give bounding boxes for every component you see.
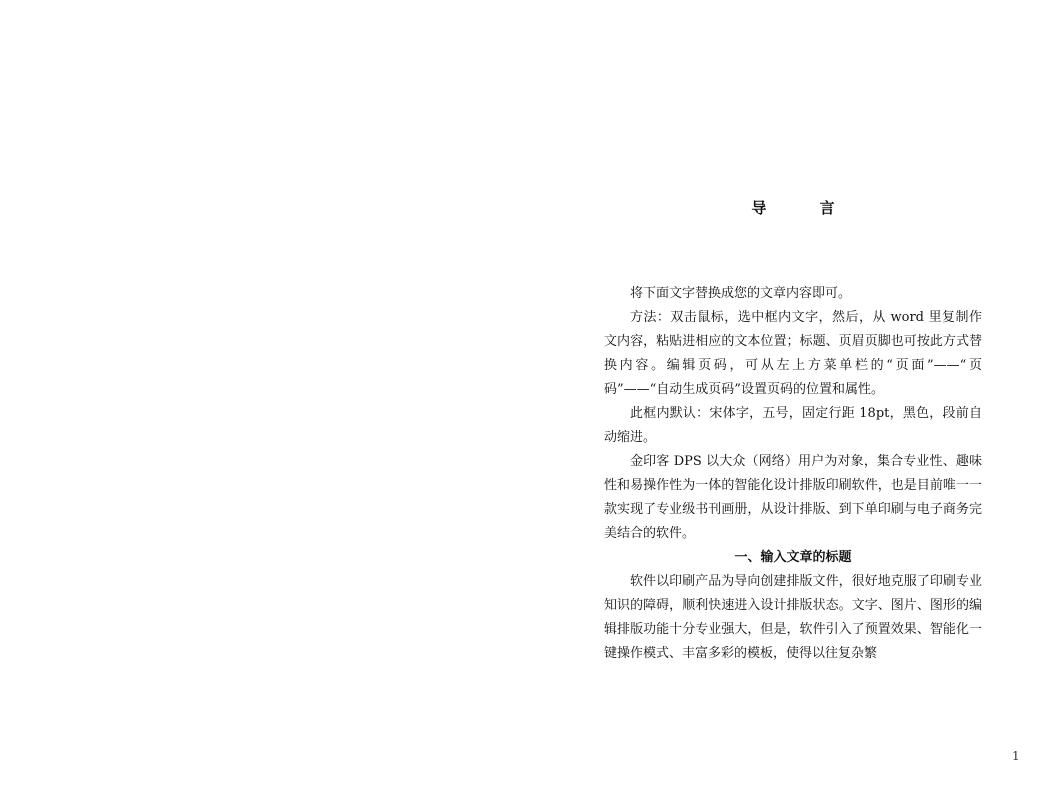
paragraph: 将下面文字替换成您的文章内容即可。 (630, 286, 852, 301)
paragraph: 金印客 DPS 以大众（网络）用户为对象，集合专业性、趣味性和易操作性为一体的智能化设计排版印刷软件，也是目前唯一一款实现了专业级书刊画册，从设计排版、到下单印刷与电子商务完美结合的软件。 (604, 454, 982, 541)
body-text (604, 282, 982, 666)
page-number: 1 (1012, 749, 1020, 763)
paragraph: 方法：双击鼠标，选中框内文字，然后，从 word 里复制作文内容，粘贴进相应的文本位置；标题、页眉页脚也可按此方式替换内容。编辑页码，可从左上方菜单栏的“页面”——“页码”——“自动生成页码”设置页码的位置和属性。 (604, 310, 982, 397)
paragraph: 此框内默认：宋体字，五号，固定行距 18pt，黑色，段前自动缩进。 (604, 406, 982, 445)
page-title: 导 言 (751, 199, 859, 217)
paragraph: 软件以印刷产品为导向创建排版文件，很好地克服了印刷专业知识的障碍，顺利快速进入设计排版状态。文字、图片、图形的编辑排版功能十分专业强大，但是，软件引入了预置效果、智能化一键操作模式、丰富多彩的模板，使得以往复杂繁 (604, 574, 982, 661)
section-heading: 一、输入文章的标题 (734, 550, 852, 565)
